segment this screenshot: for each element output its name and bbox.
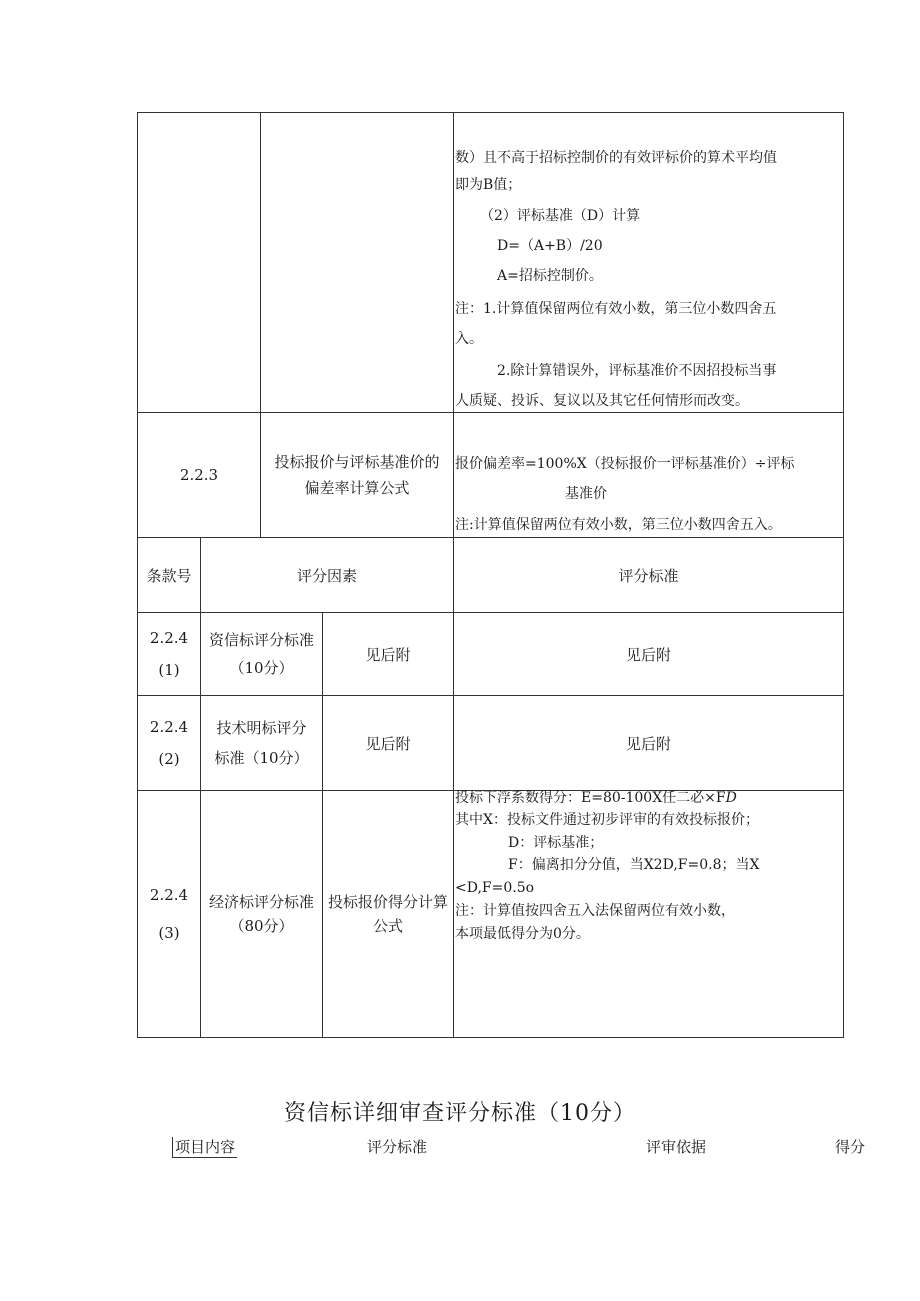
factor-cell [201,613,322,695]
criteria-line: 即为B值； [455,177,522,193]
header-criteria: 评分标准 [618,566,679,585]
factor-text: 投标报价与评标基准价的偏差率计算公式 [274,453,440,497]
criteria-line: 注:计算值保留两位有效小数，第三位小数四舍五入。 [455,517,782,533]
header-review-basis: 评审依据 [646,1138,707,1156]
criteria-cell: 见后附 [625,645,671,664]
criteria-line: 2.除计算错误外，评标基准价不因招投标当事 [497,363,777,379]
subfactor-cell [323,791,453,1037]
clause-number: 2.2.4 (1) [149,629,189,679]
criteria-line: <D,F=0.5o [455,880,535,896]
criteria-line: 数）且不高于招标控制价的有效评标价的算术平均值 [455,150,777,166]
criteria-line: 基准价 [565,486,607,502]
factor-cell [261,413,453,537]
criteria-line: A=招标控制价。 [497,268,603,284]
criteria-line: 注：1.计算值保留两位有效小数，第三位小数四舍五 [455,301,777,317]
header-score: 得分 [835,1138,866,1156]
factor-cell [201,791,322,1037]
clause-number: 2.2.4 (3) [149,886,189,942]
clause-number: 2.2.4 (2) [149,718,189,768]
header-project-content: 项目内容 [172,1137,237,1158]
criteria-line: 人质疑、投诉、复议以及其它任何情形而改变。 [455,393,749,409]
factor-text: 资信标评分标准（10分） [208,631,314,677]
criteria-line: 入。 [455,331,483,347]
criteria-line: D：评标基准； [508,835,604,851]
criteria-cell: 见后附 [625,734,671,753]
header-clause: 条款号 [146,566,192,585]
header-factor: 评分因素 [296,566,357,585]
criteria-line: 其中X：投标文件通过初步评审的有效投标报价； [455,812,759,828]
criteria-line: （2）评标基准（D）计算 [480,208,641,224]
subfactor-text: 投标报价得分计算公式 [327,893,448,935]
factor-text: 经济标评分标准（80分） [208,893,314,935]
subfactor-cell: 见后附 [365,734,411,753]
criteria-line: F：偏离扣分分值，当X2D,F=0.8；当X [508,857,760,873]
criteria-line: 注：计算值按四舍五入法保留两位有效小数， [455,903,735,919]
criteria-line: 报价偏差率=100%X（投标报价一评标基准价）÷评标 [455,456,795,472]
criteria-line: 投标下浮系数得分：E=80-100X任二必×F𝐷 [455,790,737,806]
criteria-line: 本项最低得分为0分。 [455,926,590,942]
section-title: 资信标详细审查评分标准（10分） [284,1101,636,1126]
criteria-line: D=（A+B）/20 [497,238,603,254]
header-criteria: 评分标准 [367,1138,428,1156]
factor-text: 技术明标评分标准（10分） [214,719,309,767]
clause-number: 2.2.3 [179,466,219,484]
factor-cell [201,696,322,790]
subfactor-cell: 见后附 [365,645,411,664]
